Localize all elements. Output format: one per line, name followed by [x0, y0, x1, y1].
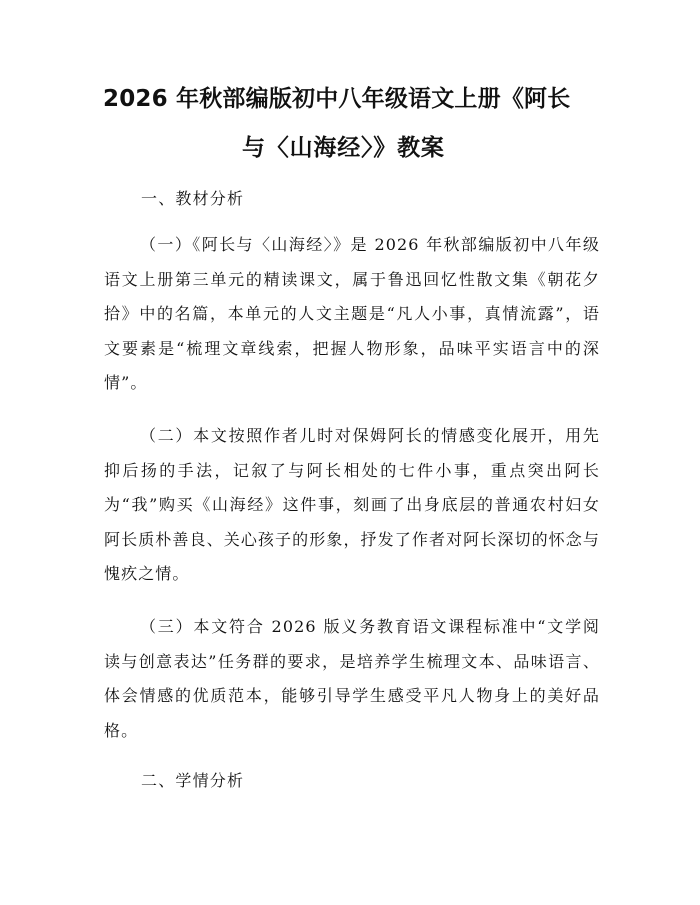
- paragraph-2: （二）本文按照作者儿时对保姆阿长的情感变化展开，用先抑后扬的手法，记叙了与阿长相处的七件小事，重点突出阿长为“我”购买《山海经》这件事，刻画了出身底层的普通农村妇女阿长质朴善良、关心孩子的形象，抒发了作者对阿长深切的怀念与愧疚之情。: [104, 426, 600, 583]
- section-heading-textbook-analysis: 一、教材分析: [141, 189, 245, 208]
- section-heading-student-analysis: 二、学情分析: [141, 771, 245, 790]
- document-title-line-1: 2026 年秋部编版初中八年级语文上册《阿长: [103, 86, 571, 112]
- paragraph-1: （一）《阿长与〈山海经〉》是 2026 年秋部编版初中八年级语文上册第三单元的精读课文，属于鲁迅回忆性散文集《朝花夕拾》中的名篇，本单元的人文主题是“凡人小事，真情流露”，语文要素是“梳理文章线索，把握人物形象，品味平实语言中的深情”。: [104, 235, 600, 392]
- document-title-line-2: 与〈山海经〉》教案: [242, 135, 445, 161]
- paragraph-3: （三）本文符合 2026 版义务教育语文课程标准中“文学阅读与创意表达”任务群的要求，是培养学生梳理文本、品味语言、体会情感的优质范本，能够引导学生感受平凡人物身上的美好品格。: [104, 617, 600, 740]
